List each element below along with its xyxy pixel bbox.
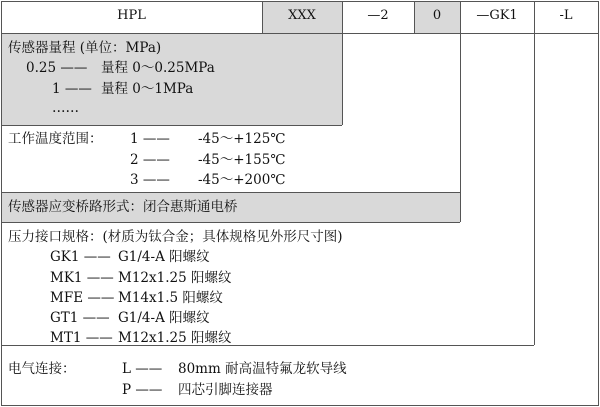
bridge-code: 0 xyxy=(432,8,442,23)
range-item-code: 1 —— xyxy=(52,81,97,97)
temp-item-code: 1 —— xyxy=(130,131,170,147)
range-code: XXX xyxy=(288,8,316,23)
range-item-desc: 量程 0～1MPa xyxy=(101,81,194,97)
port-item-code: GT1 —— xyxy=(50,310,110,326)
temp-item-code: 3 —— xyxy=(130,172,170,188)
header-sep-5 xyxy=(534,1,535,345)
temp-item-code: 2 —— xyxy=(130,152,170,168)
port-item-desc: G1/4-A 阳螺纹 xyxy=(118,249,210,265)
temp-code: —2 xyxy=(367,8,389,23)
port-item-desc: M14x1.5 阳螺纹 xyxy=(118,290,223,306)
port-item-desc: M12x1.25 阳螺纹 xyxy=(118,270,232,286)
range-title: 传感器量程 (单位：MPa) xyxy=(8,40,162,56)
conn-item-code: L —— xyxy=(122,361,163,377)
conn-item-desc: 四芯引脚连接器 xyxy=(178,382,273,398)
range-item-code: 0.25 —— xyxy=(26,60,92,76)
temp-item-desc: -45～+155℃ xyxy=(198,152,286,168)
port-item-desc: M12x1.25 阳螺纹 xyxy=(118,330,232,346)
port-item-code: MT1 —— xyxy=(50,330,113,346)
bridge-text: 传感器应变桥路形式：闭合惠斯通电桥 xyxy=(8,199,238,215)
header-sep-4 xyxy=(460,1,461,222)
header-divider xyxy=(1,33,599,34)
port-title: 压力接口规格：(材质为钛合金；具体规格见外形尺寸图) xyxy=(8,229,343,245)
port-item-code: GK1 —— xyxy=(50,249,111,265)
port-code: —GK1 xyxy=(476,8,518,23)
port-item-code: MK1 —— xyxy=(50,270,114,286)
range-ellipsis: …… xyxy=(52,100,79,116)
temp-item-desc: -45～+200℃ xyxy=(198,172,286,188)
conn-item-desc: 80mm 耐高温特氟龙软导线 xyxy=(178,361,347,377)
conn-label: 电气连接： xyxy=(8,361,76,377)
range-divider xyxy=(1,125,342,126)
range-item-desc: 量程 0～0.25MPa xyxy=(101,60,215,76)
model-code: HPL xyxy=(117,8,146,23)
port-item-code: MFE —— xyxy=(50,290,115,306)
border-bottom xyxy=(1,405,599,406)
border-left xyxy=(1,1,2,405)
border-top xyxy=(1,1,599,2)
temp-divider xyxy=(1,192,460,193)
port-item-desc: G1/4-A 阳螺纹 xyxy=(118,310,210,326)
bridge-divider xyxy=(1,222,460,223)
conn-code: -L xyxy=(559,8,573,23)
border-right xyxy=(598,1,599,405)
temp-item-desc: -45～+125℃ xyxy=(198,131,286,147)
conn-item-code: P —— xyxy=(122,382,163,398)
temp-label: 工作温度范围： xyxy=(8,131,103,147)
